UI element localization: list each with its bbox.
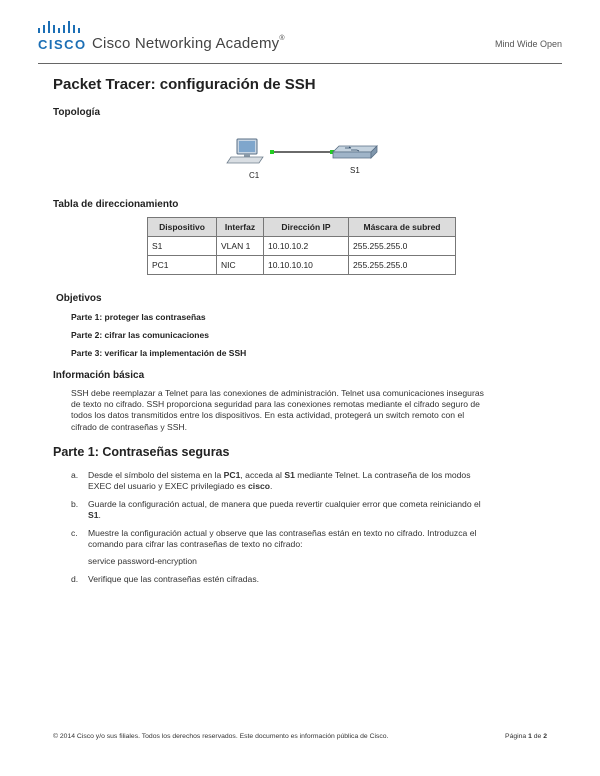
- cisco-logo-bars-icon: [38, 20, 82, 36]
- table-header-row: [148, 218, 456, 237]
- table-row: [148, 256, 456, 275]
- text-run: , acceda al: [240, 470, 285, 480]
- text-run: de: [531, 733, 544, 740]
- page-title: Packet Tracer: configuración de SSH: [53, 76, 316, 93]
- cisco-logo-text: CISCO: [38, 37, 87, 52]
- background-paragraph: [71, 388, 571, 433]
- objective-item: Parte 2: cifrar las comunicaciones: [71, 330, 209, 340]
- command-text: service password-encryption: [88, 556, 197, 566]
- col-header: Interfaz: [217, 218, 264, 237]
- table-cell: 10.10.10.2: [264, 237, 349, 256]
- background-line: todos los datos transmitidos entre los dispositivos. En esta actividad, protegerá un switch remoto con el: [71, 410, 465, 421]
- header-divider: [38, 63, 562, 64]
- link-status-pc: [270, 150, 274, 154]
- step-d-text: Verifique que las contraseñas estén cifradas.: [88, 574, 260, 584]
- table-cell: VLAN 1: [217, 237, 264, 256]
- step-b-text: [88, 499, 568, 521]
- text-run: Desde el símbolo del sistema en la: [88, 470, 224, 480]
- footer-copyright: © 2014 Cisco y/o sus filiales. Todos los derechos reservados. Este documento es información pública de Cisco.: [53, 733, 389, 740]
- addressing-table: [147, 217, 456, 275]
- table-row: [148, 237, 456, 256]
- pc-icon: [227, 139, 263, 163]
- text-run: 2: [543, 733, 547, 740]
- table-cell: 10.10.10.10: [264, 256, 349, 275]
- background-line: de texto no cifrado. SSH proporciona seguridad para las conexiones remotas mediante el cifrado seguro de: [71, 399, 480, 410]
- step-letter: a.: [71, 470, 79, 480]
- step-letter: c.: [71, 528, 78, 538]
- step-a-text: [88, 470, 568, 492]
- topology-heading: Topología: [53, 107, 101, 118]
- text-run: cisco: [248, 481, 271, 492]
- text-run: 1: [528, 733, 532, 740]
- background-line: SSH debe reemplazar a Telnet para las conexiones de administración. Telnet usa comunicaciones inseguras: [71, 388, 484, 398]
- switch-label: S1: [350, 166, 360, 175]
- col-header: Máscara de subred: [349, 218, 456, 237]
- text-run: .: [270, 481, 273, 492]
- text-run: Página: [505, 733, 529, 740]
- text-run: .: [98, 510, 101, 521]
- addressing-heading: Tabla de direccionamiento: [53, 199, 179, 210]
- step-letter: b.: [71, 499, 79, 509]
- table-cell: 255.255.255.0: [349, 237, 456, 256]
- step-letter: d.: [71, 574, 79, 584]
- text-run: S1: [88, 510, 99, 521]
- text-run: comando para cifrar las contraseñas de texto no cifrado:: [88, 539, 303, 550]
- background-line: cifrado de contraseñas y SSH.: [71, 421, 188, 432]
- footer-page-number: [505, 733, 547, 740]
- part1-heading: Parte 1: Contraseñas seguras: [53, 445, 230, 459]
- text-run: PC1: [223, 470, 241, 480]
- text-run: Guarde la configuración actual, de manera que pueda revertir cualquier error que cometa reiniciando el: [88, 499, 481, 509]
- table-cell: PC1: [148, 256, 217, 275]
- trademark-mark: ®: [279, 35, 285, 42]
- academy-name-text: Cisco Networking Academy: [92, 35, 280, 52]
- col-header: Dirección IP: [264, 218, 349, 237]
- objective-item: Parte 3: verificar la implementación de SSH: [71, 348, 247, 358]
- text-run: Muestre la configuración actual y observe que las contraseñas están en texto no cifrado. Introduzca el: [88, 528, 477, 538]
- objectives-heading: Objetivos: [56, 293, 102, 304]
- switch-icon: [333, 146, 377, 158]
- step-c-text: [88, 528, 568, 550]
- tagline: Mind Wide Open: [494, 39, 562, 49]
- table-cell: S1: [148, 237, 217, 256]
- table-cell: 255.255.255.0: [349, 256, 456, 275]
- text-run: mediante Telnet. La contraseña de los modos: [294, 470, 471, 480]
- text-run: S1: [284, 470, 295, 480]
- academy-name: [92, 35, 285, 52]
- text-run: EXEC del usuario y EXEC privilegiado es: [88, 481, 249, 492]
- background-heading: Información básica: [53, 370, 145, 381]
- objective-item: Parte 1: proteger las contraseñas: [71, 312, 206, 322]
- pc-label: C1: [249, 171, 260, 180]
- table-cell: NIC: [217, 256, 264, 275]
- col-header: Dispositivo: [148, 218, 217, 237]
